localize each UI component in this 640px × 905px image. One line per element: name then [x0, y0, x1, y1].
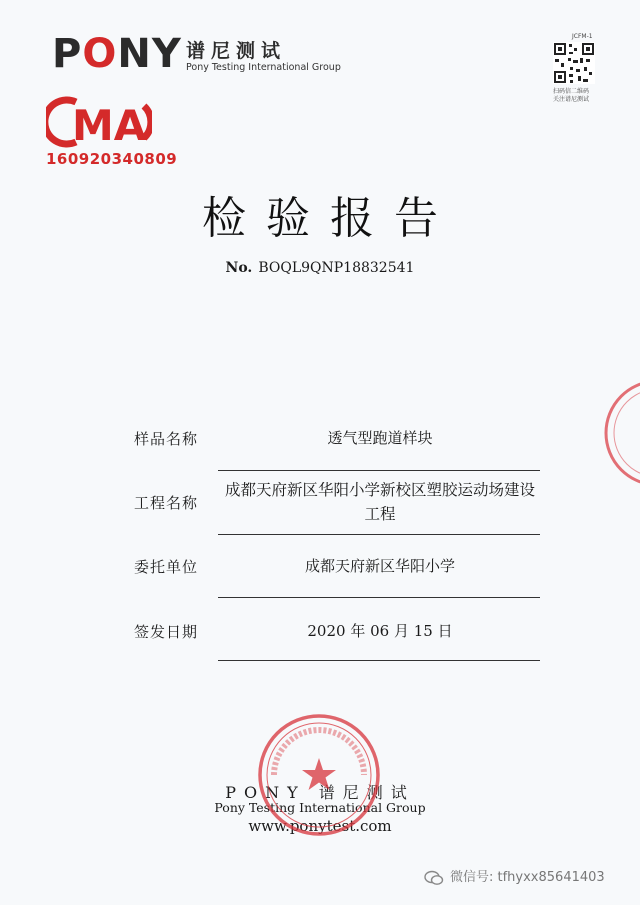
- company-seal-icon: [256, 712, 382, 838]
- divider: [218, 660, 540, 661]
- divider: [218, 597, 540, 598]
- wechat-watermark: [424, 866, 605, 886]
- logo-letters-ny: NY: [117, 31, 182, 77]
- cma-letters: MA: [72, 101, 147, 148]
- footer-website: www.ponytest.com: [248, 817, 392, 835]
- brand-name-en: Pony Testing International Group: [186, 62, 341, 73]
- edge-seal-icon: [596, 378, 640, 488]
- footer-brand-cn: PONY 谱尼测试: [225, 783, 415, 802]
- brand-name-cn: 谱尼测试: [186, 40, 287, 62]
- qr-caption-2: 关注谱尼测试: [553, 96, 590, 103]
- pony-logo: [52, 31, 182, 77]
- issue-date-value: 2020 年 06 月 15 日: [307, 622, 453, 640]
- logo-letter-o: O: [82, 31, 118, 77]
- qr-caption-1: 扫码信二维码: [553, 88, 590, 95]
- report-number-label: No.: [225, 260, 253, 276]
- project-name-label: 工程名称: [134, 494, 199, 512]
- sample-name-value: 透气型跑道样块: [327, 429, 433, 447]
- report-number-value: BOQL9QNP18832541: [258, 260, 415, 276]
- divider: [218, 470, 540, 471]
- qr-code-tag: JCFM-1: [572, 33, 593, 40]
- logo-letter-p: P: [52, 31, 83, 77]
- issue-date-label: 签发日期: [134, 623, 199, 641]
- project-name-value: 成都天府新区华阳小学新校区塑胶运动场建设工程: [224, 481, 535, 523]
- cma-mark-icon: [46, 96, 152, 148]
- client-label: 委托单位: [134, 558, 199, 576]
- cma-number: 160920340809: [46, 150, 178, 168]
- report-title: 检验报告: [202, 193, 458, 244]
- wechat-icon: [424, 870, 444, 886]
- divider: [218, 534, 540, 535]
- sample-name-label: 样品名称: [134, 430, 199, 448]
- client-value: 成都天府新区华阳小学: [304, 557, 455, 575]
- wechat-id-text: 微信号: tfhyxx85641403: [450, 870, 605, 885]
- report-number: [0, 260, 640, 276]
- qr-code-icon: [553, 42, 595, 84]
- footer-brand-en: Pony Testing International Group: [214, 800, 426, 815]
